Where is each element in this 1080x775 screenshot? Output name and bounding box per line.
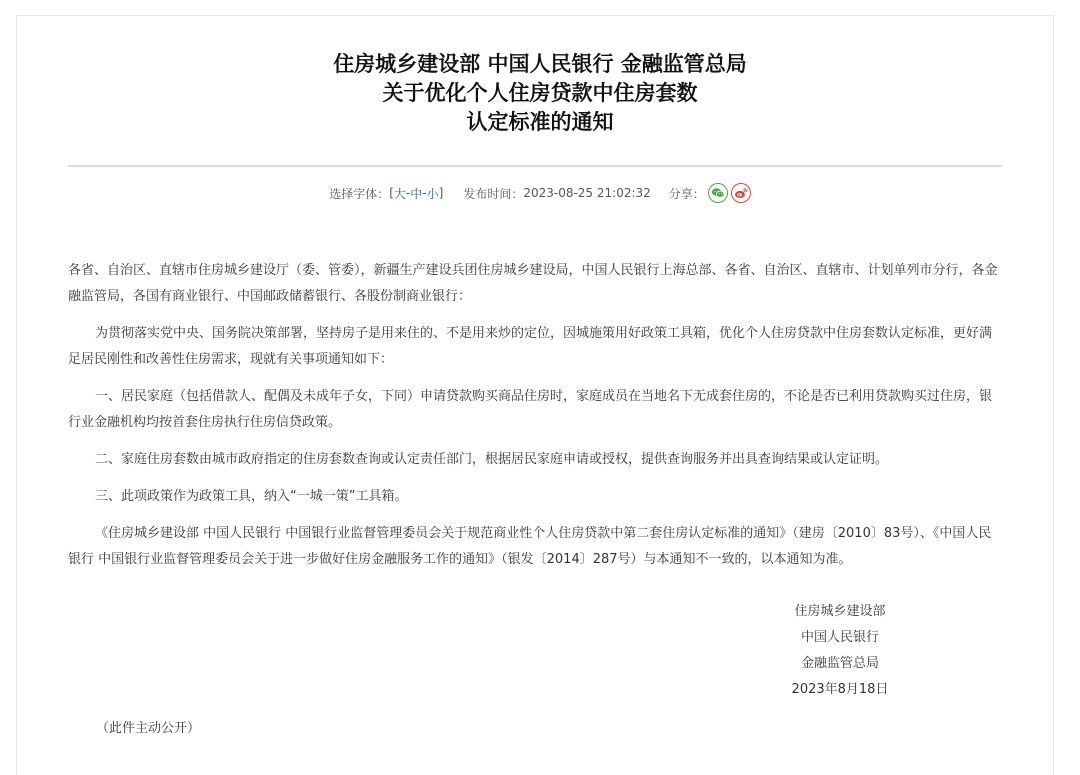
font-size-large-link[interactable]: 大 [393,186,406,201]
share-label: 分享： [668,186,705,201]
article-meta [0,181,1080,205]
signature-org-2: 中国人民银行 [800,630,879,645]
font-bracket-close: ] [438,186,444,200]
font-separator-1: - [405,186,411,200]
title-line-3: 认定标准的通知 [466,110,614,134]
signature-block [770,599,910,703]
signature-date: 2023年8月18日 [791,682,889,697]
font-separator-2: - [422,186,427,200]
body-paragraph-5: 《住房城乡建设部 中国人民银行 中国银行业监督管理委员会关于规范商业性个人住房贷款中第二套住房认定标准的通知》（建房〔2010〕83号）、《中国人民银行 中国银行业监督管理委员会关于进一步做好住房金融服务工作的通知》（银发〔2014〕287号）与本通知不一致的，以本通知为准。 [68,526,992,567]
signature-org-1: 住房城乡建设部 [794,604,886,619]
font-bracket-open: [ [389,186,394,200]
article-title [0,50,1080,137]
publish-time-label: 发布时间： [463,186,524,201]
title-divider [68,165,1002,167]
article-body [68,258,1002,584]
font-size-small-link[interactable]: 小 [426,186,439,201]
publish-time-value: 2023-08-25 21:02:32 [523,186,651,200]
title-line-2: 关于优化个人住房贷款中住房套数 [382,81,698,105]
body-paragraph-1: 为贯彻落实党中央、国务院决策部署，坚持房子是用来住的、不是用来炒的定位，因城施策用好政策工具箱，优化个人住房贷款中住房套数认定标准，更好满足居民刚性和改善性住房需求，现就有关事项通知如下： [68,326,993,367]
weibo-icon[interactable] [731,183,751,203]
disclosure-note: （此件主动公开） [96,721,201,736]
addressee-paragraph: 各省、自治区、直辖市住房城乡建设厅（委、管委），新疆生产建设兵团住房城乡建设局，中国人民银行上海总部、各省、自治区、直辖市、计划单列市分行，各金融监管局，各国有商业银行、中国邮政储蓄银行、各股份制商业银行： [68,263,998,304]
font-size-medium-link[interactable]: 中 [410,186,423,201]
body-paragraph-4: 三、此项政策作为政策工具，纳入“一城一策”工具箱。 [95,489,408,504]
wechat-icon[interactable] [708,183,728,203]
body-paragraph-2: 一、居民家庭（包括借款人、配偶及未成年子女，下同）申请贷款购买商品住房时，家庭成员在当地名下无成套住房的，不论是否已利用贷款购买过住房，银行业金融机构均按首套住房执行住房信贷政策。 [68,389,993,430]
title-line-1: 住房城乡建设部 中国人民银行 金融监管总局 [333,52,747,76]
signature-org-3: 金融监管总局 [800,656,879,671]
body-paragraph-3: 二、家庭住房套数由城市政府指定的住房套数查询或认定责任部门，根据居民家庭申请或授权，提供查询服务并出具查询结果或认定证明。 [95,452,889,467]
font-select-label: 选择字体： [329,186,390,201]
